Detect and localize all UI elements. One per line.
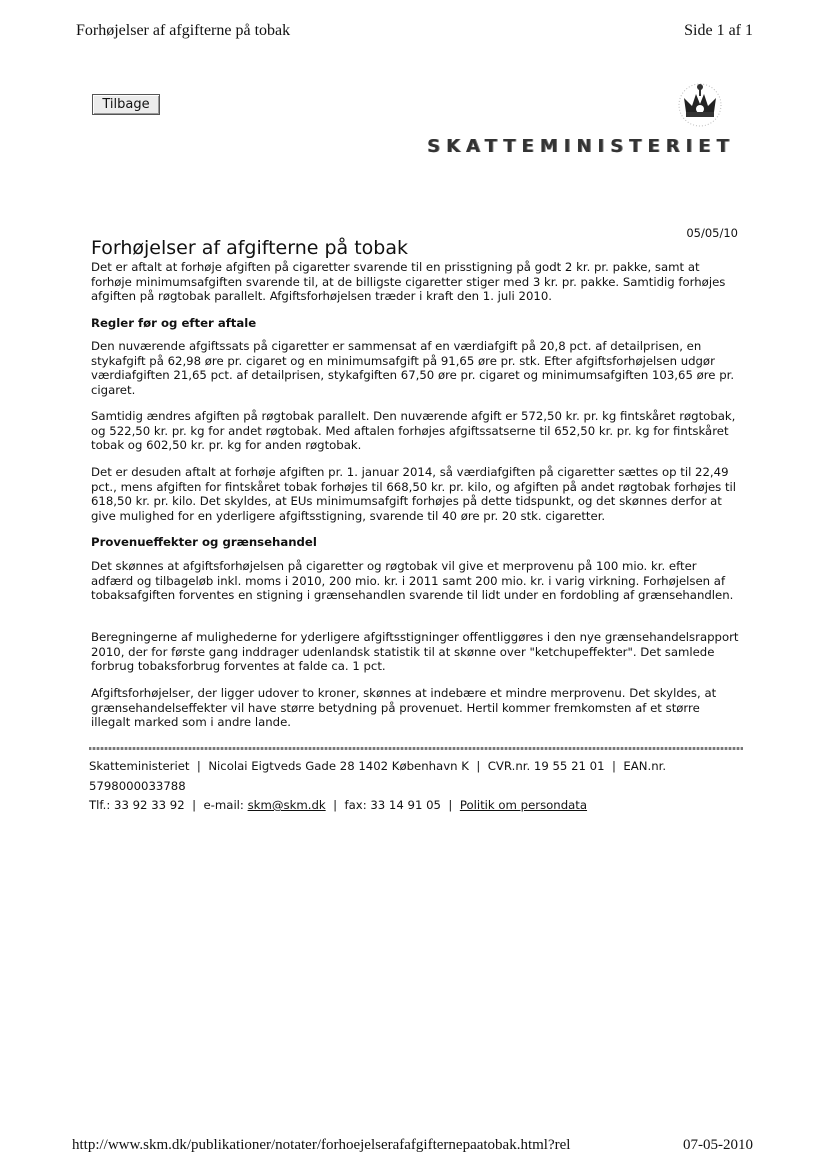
footer-cvr: CVR.nr. 19 55 21 01	[487, 759, 605, 773]
print-header-title: Forhøjelser af afgifterne på tobak	[76, 22, 291, 39]
footer-org: Skatteministeriet	[89, 759, 190, 773]
paragraph-text: Samtidig ændres afgiften på røgtobak parallelt. Den nuværende afgift er 572,50 kr. pr. kg fintskåret røgtobak, og 522,50 kr. pr. kg for andet røgtobak. Med aftalen forhøjes afgiftssatserne til 652,50 kr. pr. kg for fintskåret tobak og 602,50 kr. pr. kg for anden røgtobak.	[91, 409, 736, 453]
paragraph-2014	[91, 465, 741, 523]
footer-separator: |	[611, 759, 616, 773]
footer-line-3	[89, 798, 587, 812]
footer-phone: Tlf.: 33 92 33 92	[89, 798, 185, 812]
footer-address: Nicolai Eigtveds Gade 28 1402 København K	[208, 759, 469, 773]
section-heading-rules: Regler før og efter aftale	[91, 316, 257, 330]
footer-email-label: e-mail:	[203, 798, 244, 812]
footer-separator: |	[333, 798, 338, 812]
footer-email-link[interactable]: skm@skm.dk	[247, 798, 326, 812]
intro-text: Det er aftalt at forhøje afgiften på cigaretter svarende til en prisstigning på godt 2 kr. pr. pakke, samt at forhøje minimumsafgiften svarende til, at de billigste cigaretter stiger med 3 kr. pr. pakke. Samtidig forhøjes afgiften på røgtobak parallelt. Afgiftsforhøjelsen træder i kraft den 1. juli 2010.	[91, 260, 726, 304]
intro-paragraph	[91, 260, 741, 304]
paragraph-text: Det er desuden aftalt at forhøje afgiften pr. 1. januar 2014, så værdiafgiften på cigaretter sættes op til 22,49 pct., mens afgiften for fintskåret tobak forhøjes til 668,50 kr. pr. kilo, og afgiften på andet røgtobak forhøjes til 618,50 kr. pr. kilo. Det skyldes, at EUs minimumsafgift forhøjes på dette tidspunkt, og det skønnes derfor at give mulighed for en yderligere afgiftsstigning, svarende til 40 øre pr. 20 stk. cigaretter.	[91, 465, 737, 523]
paragraph-revenue	[91, 559, 741, 603]
print-page-number: Side 1 af 1	[684, 22, 753, 39]
footer-line-1	[89, 759, 666, 773]
footer-separator: |	[196, 759, 201, 773]
crown-icon	[676, 82, 724, 128]
section-heading-revenue: Provenueffekter og grænsehandel	[91, 535, 317, 549]
paragraph-text: Det skønnes at afgiftsforhøjelsen på cigaretter og røgtobak vil give et merprovenu på 100 mio. kr. efter adfærd og tilbageløb inkl. moms i 2010, 200 mio. kr. i 2011 samt 200 mio. kr. i varig virkning. Forhøjelsen af tobaksafgiften forventes en stigning i grænsehandlen svarende til lidt under en fordobling af grænsehandlen.	[91, 559, 734, 603]
footer-divider	[89, 747, 743, 750]
privacy-policy-link[interactable]: Politik om persondata	[459, 798, 588, 812]
footer-ean-label: EAN.nr.	[623, 759, 667, 773]
paragraph-tobacco	[91, 409, 741, 453]
footer-separator: |	[448, 798, 453, 812]
footer-ean-value: 5798000033788	[89, 779, 186, 793]
paragraph-text: Afgiftsforhøjelser, der ligger udover to kroner, skønnes at indebære et mindre merprovenu. Det skyldes, at grænsehandelseffekter vil have større betydning på provenuet. Hertil kommer fremkomsten af et større illegalt marked som i andre lande.	[91, 686, 717, 730]
paragraph-illegal-market	[91, 686, 741, 730]
page-title: Forhøjelser af afgifterne på tobak	[91, 237, 409, 259]
back-button[interactable]: Tilbage	[92, 94, 160, 115]
footer-separator: |	[192, 798, 197, 812]
paragraph-text: Den nuværende afgiftssats på cigaretter er sammensat af en værdiafgift på 20,8 pct. af detailprisen, en stykafgift på 62,98 øre pr. cigaret og en minimumsafgift på 91,65 øre pr. stk. Efter afgiftsforhøjelsen udgør værdiafgiften 21,65 pct. af detailprisen, stykafgiften 67,50 øre pr. cigaret og minimumsafgiften 103,65 øre pr. cigaret.	[91, 339, 735, 397]
footer-fax: fax: 33 14 91 05	[344, 798, 441, 812]
paragraph-text: Beregningerne af mulighederne for yderligere afgiftsstigninger offentliggøres i den nye grænsehandelsrapport 2010, der for første gang inddrager udenlandsk statistik til at skønne over "ketchupeffekter". Det samlede forbrug tobaksforbrug forventes at falde ca. 1 pct.	[91, 630, 739, 674]
footer-separator: |	[476, 759, 481, 773]
paragraph-calculations	[91, 630, 741, 674]
print-footer-url: http://www.skm.dk/publikationer/notater/forhoejelserafafgifternepaatobak.html?rel	[72, 1137, 571, 1153]
ministry-logo: SKATTEMINISTERIET	[427, 136, 735, 157]
paragraph-current-rates	[91, 339, 741, 397]
article-date: 05/05/10	[686, 226, 738, 240]
print-footer-date: 07-05-2010	[683, 1137, 753, 1153]
